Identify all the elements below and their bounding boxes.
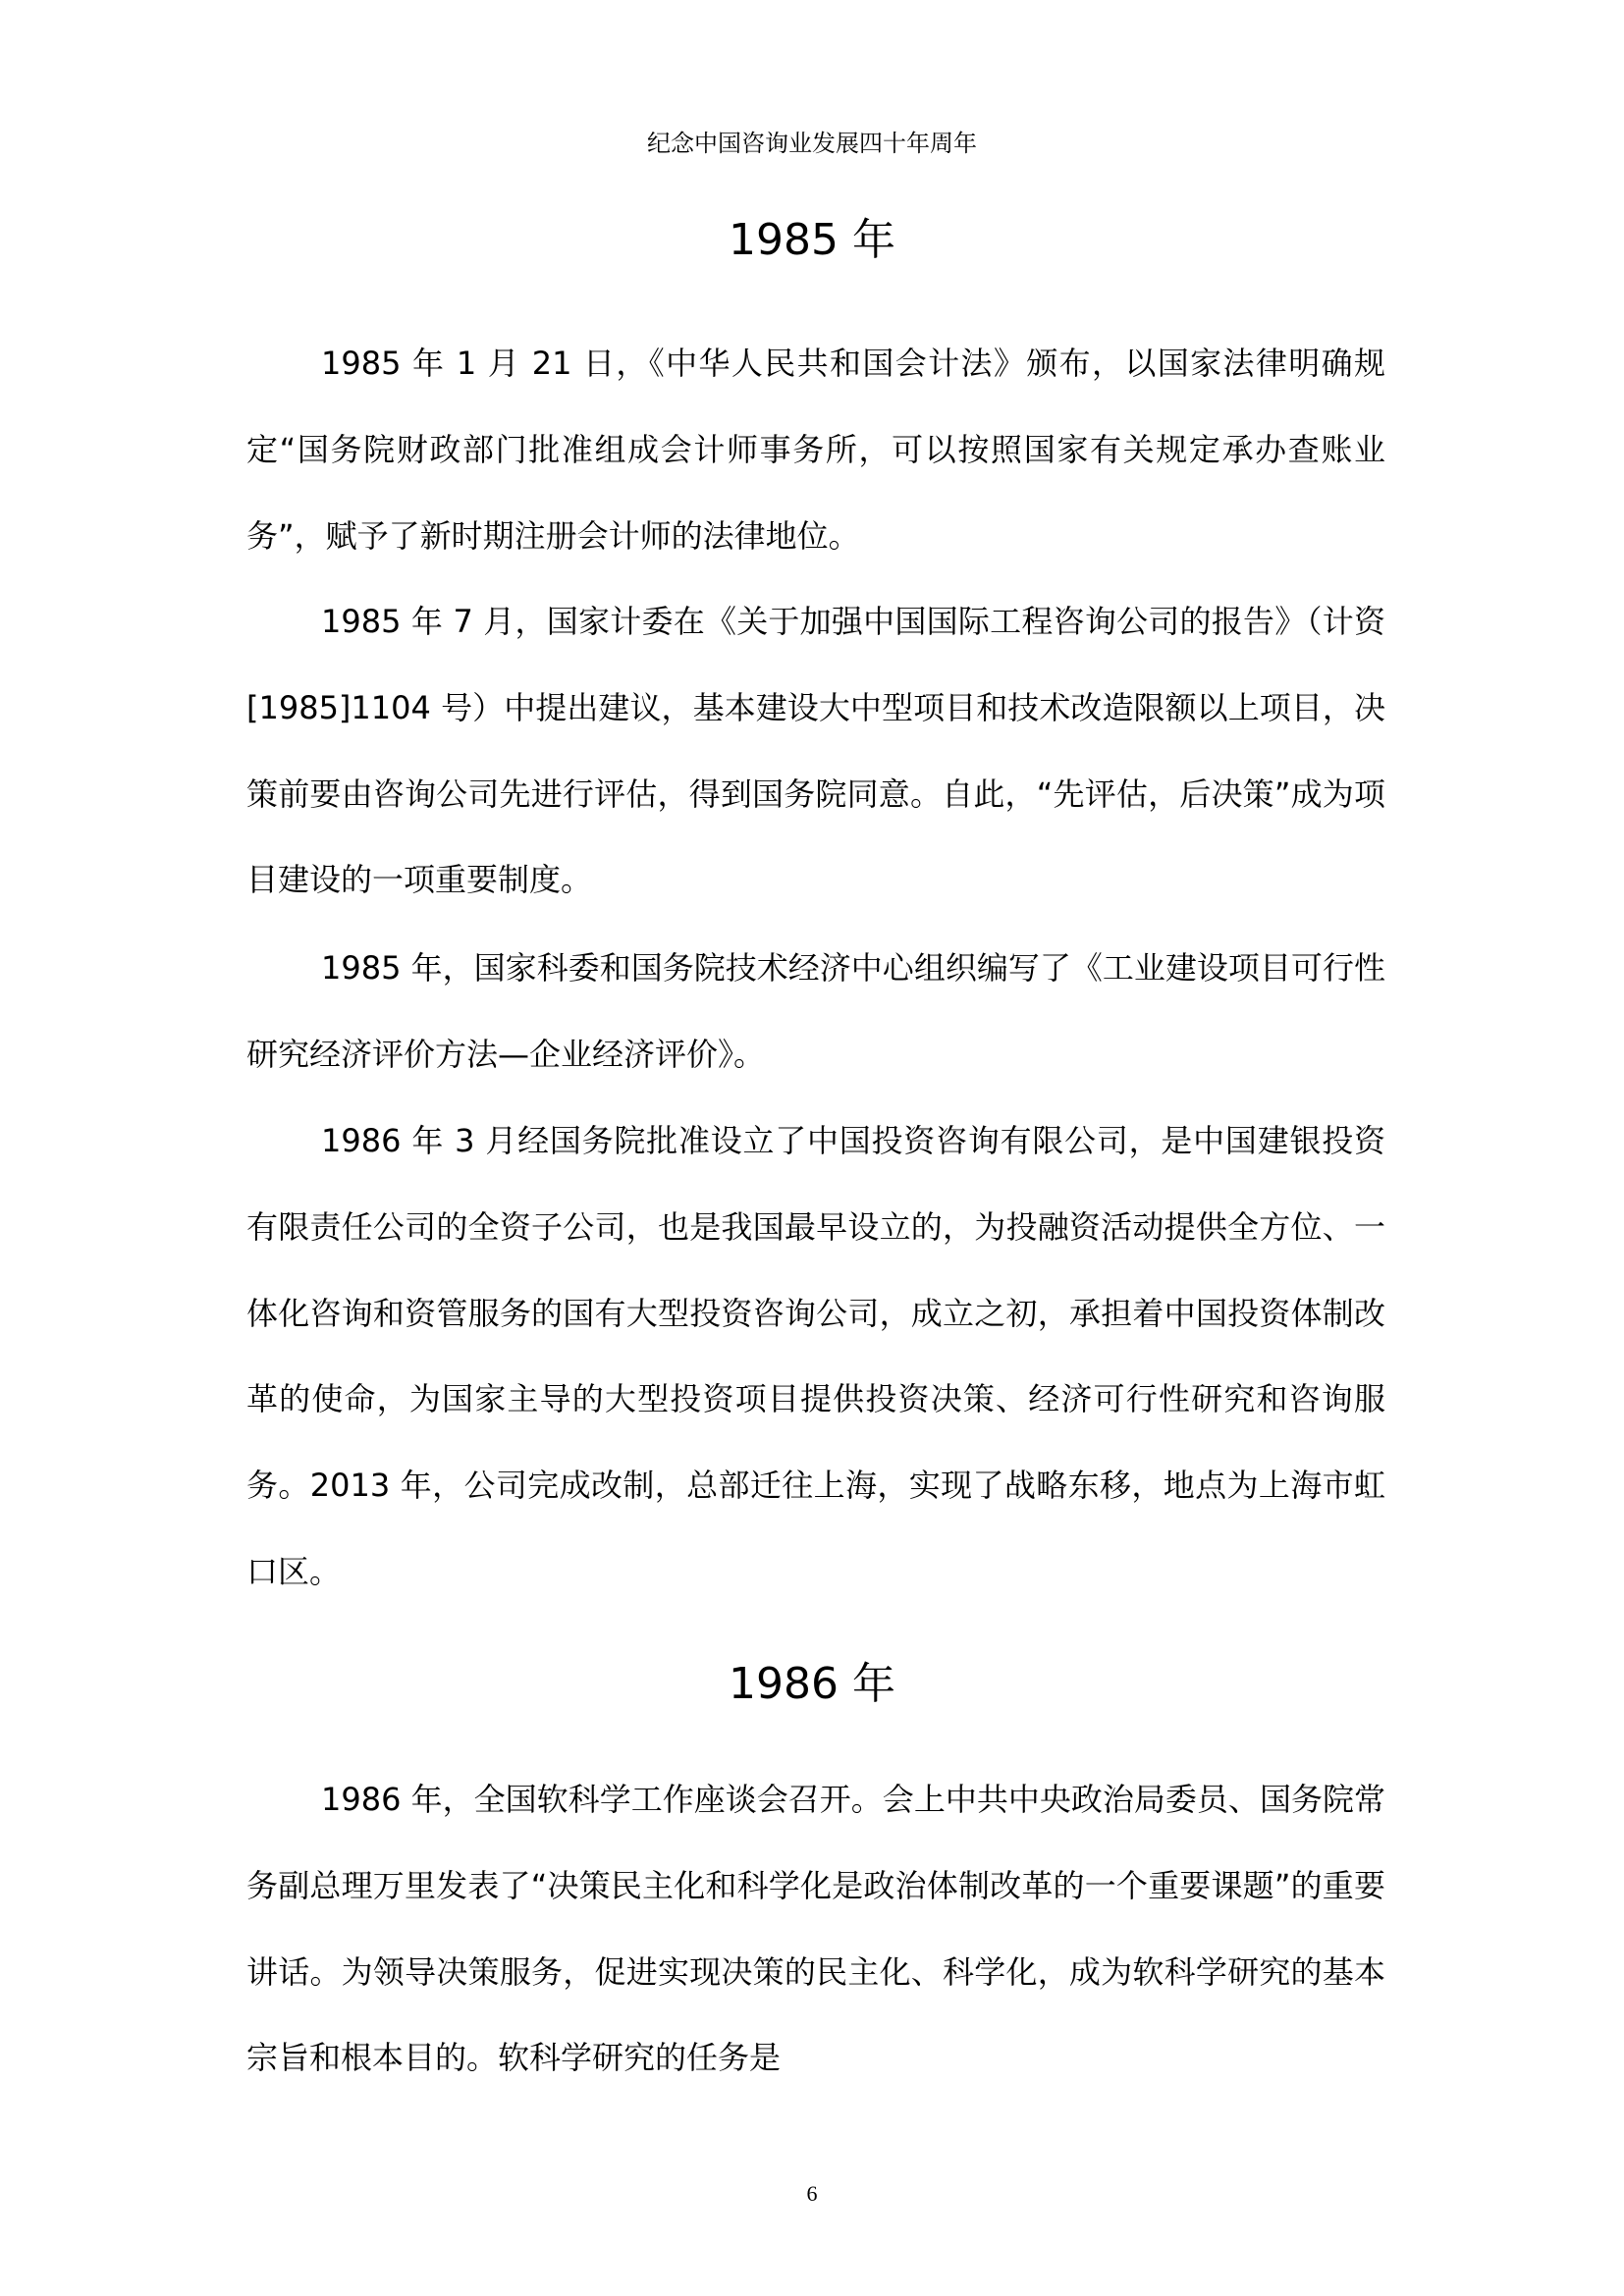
paragraph: 1986 年 3 月经国务院批准设立了中国投资咨询有限公司，是中国建银投资有限责任公司的全资子公司，也是我国最早设立的，为投融资活动提供全方位、一体化咨询和资管服务的国有大型投资咨询公司，成立之初，承担着中国投资体制改革的使命，为国家主导的大型投资项目提供投资决策、经济可行性研究和咨询服务。2013 年，公司完成改制，总部迁往上海，实现了战略东移，地点为上海市虹口区。: [246, 1122, 1385, 1590]
running-header: 纪念中国咨询业发展四十年周年: [647, 130, 977, 157]
section-heading-1985: 1985 年: [729, 215, 895, 265]
paragraph: 1986 年，全国软科学工作座谈会召开。会上中共中央政治局委员、国务院常务副总理万里发表了“决策民主化和科学化是政治体制改革的一个重要课题”的重要讲话。为领导决策服务，促进实现决策的民主化、科学化，成为软科学研究的基本宗旨和根本目的。软科学研究的任务是: [246, 1781, 1385, 2077]
paragraph: 1985 年 1 月 21 日，《中华人民共和国会计法》颁布，以国家法律明确规定“国务院财政部门批准组成会计师事务所，可以按照国家有关规定承办查账业务”，赋予了新时期注册会计师的法律地位。: [246, 345, 1385, 555]
page-number: 6: [806, 2181, 818, 2206]
section-heading-1986: 1986 年: [729, 1659, 895, 1709]
paragraph: 1985 年，国家科委和国务院技术经济中心组织编写了《工业建设项目可行性研究经济评价方法—企业经济评价》。: [246, 949, 1385, 1073]
paragraph: 1985 年 7 月，国家计委在《关于加强中国国际工程咨询公司的报告》（计资[1985]1104 号）中提出建议，基本建设大中型项目和技术改造限额以上项目，决策前要由咨询公司先进行评估，得到国务院同意。自此，“先评估，后决策”成为项目建设的一项重要制度。: [246, 603, 1385, 899]
